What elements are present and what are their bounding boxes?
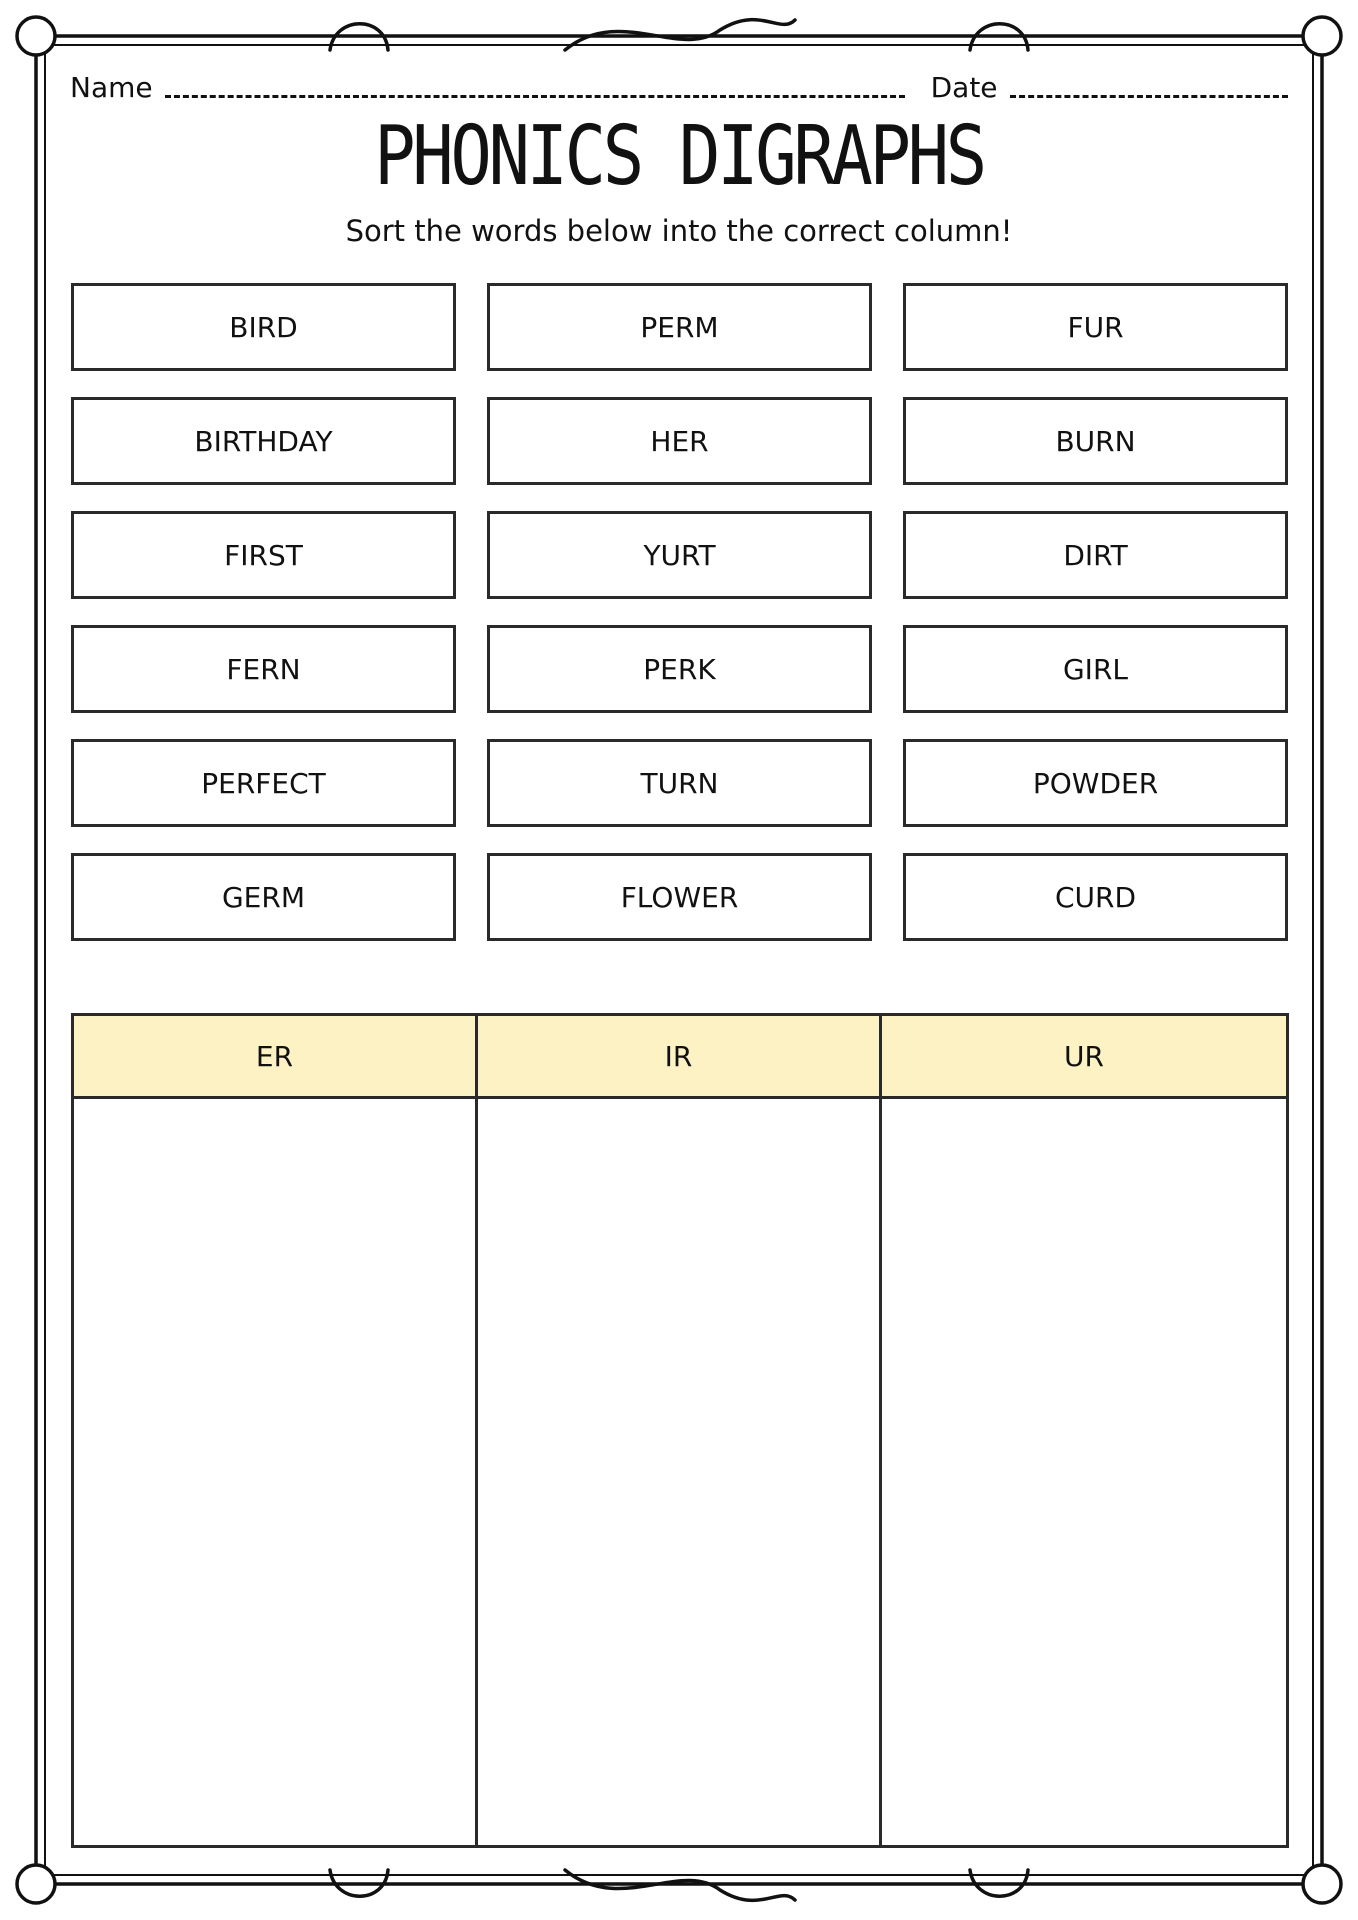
instructions: Sort the words below into the correct column! bbox=[345, 214, 1013, 248]
word-card[interactable]: FLOWER bbox=[487, 853, 872, 941]
word-card[interactable]: GERM bbox=[71, 853, 456, 941]
word-card[interactable]: BURN bbox=[903, 397, 1288, 485]
page-title: PHONICS DIGRAPHS bbox=[374, 109, 984, 204]
sort-column-er bbox=[74, 1016, 478, 1845]
name-field[interactable] bbox=[165, 94, 905, 98]
word-card[interactable]: BIRD bbox=[71, 283, 456, 371]
drop-zone-ir[interactable] bbox=[478, 1099, 879, 1845]
word-card[interactable]: FERN bbox=[71, 625, 456, 713]
corner-circle-bottom-right bbox=[1303, 1865, 1341, 1903]
name-label: Name bbox=[70, 71, 153, 104]
word-card[interactable]: POWDER bbox=[903, 739, 1288, 827]
sort-column-ir bbox=[478, 1016, 882, 1845]
word-card[interactable]: PERK bbox=[487, 625, 872, 713]
date-label: Date bbox=[930, 71, 998, 104]
corner-circle-bottom-left bbox=[17, 1865, 55, 1903]
sort-column-ur bbox=[882, 1016, 1286, 1845]
word-card[interactable]: TURN bbox=[487, 739, 872, 827]
drop-zone-ur[interactable] bbox=[882, 1099, 1286, 1845]
word-card[interactable]: DIRT bbox=[903, 511, 1288, 599]
word-card[interactable]: CURD bbox=[903, 853, 1288, 941]
sort-table bbox=[71, 1013, 1289, 1848]
word-card[interactable]: FIRST bbox=[71, 511, 456, 599]
word-card[interactable]: PERFECT bbox=[71, 739, 456, 827]
column-header-ir: IR bbox=[478, 1016, 879, 1099]
word-bank bbox=[71, 283, 1289, 941]
word-card[interactable]: FUR bbox=[903, 283, 1288, 371]
corner-circle-top-right bbox=[1303, 17, 1341, 55]
column-header-ur: UR bbox=[882, 1016, 1286, 1099]
word-card[interactable]: PERM bbox=[487, 283, 872, 371]
date-field[interactable] bbox=[1010, 94, 1288, 98]
corner-circle-top-left bbox=[17, 17, 55, 55]
name-date-row bbox=[70, 64, 1288, 104]
word-card[interactable]: YURT bbox=[487, 511, 872, 599]
drop-zone-er[interactable] bbox=[74, 1099, 475, 1845]
word-card[interactable]: GIRL bbox=[903, 625, 1288, 713]
word-card[interactable]: HER bbox=[487, 397, 872, 485]
word-card[interactable]: BIRTHDAY bbox=[71, 397, 456, 485]
column-header-er: ER bbox=[74, 1016, 475, 1099]
